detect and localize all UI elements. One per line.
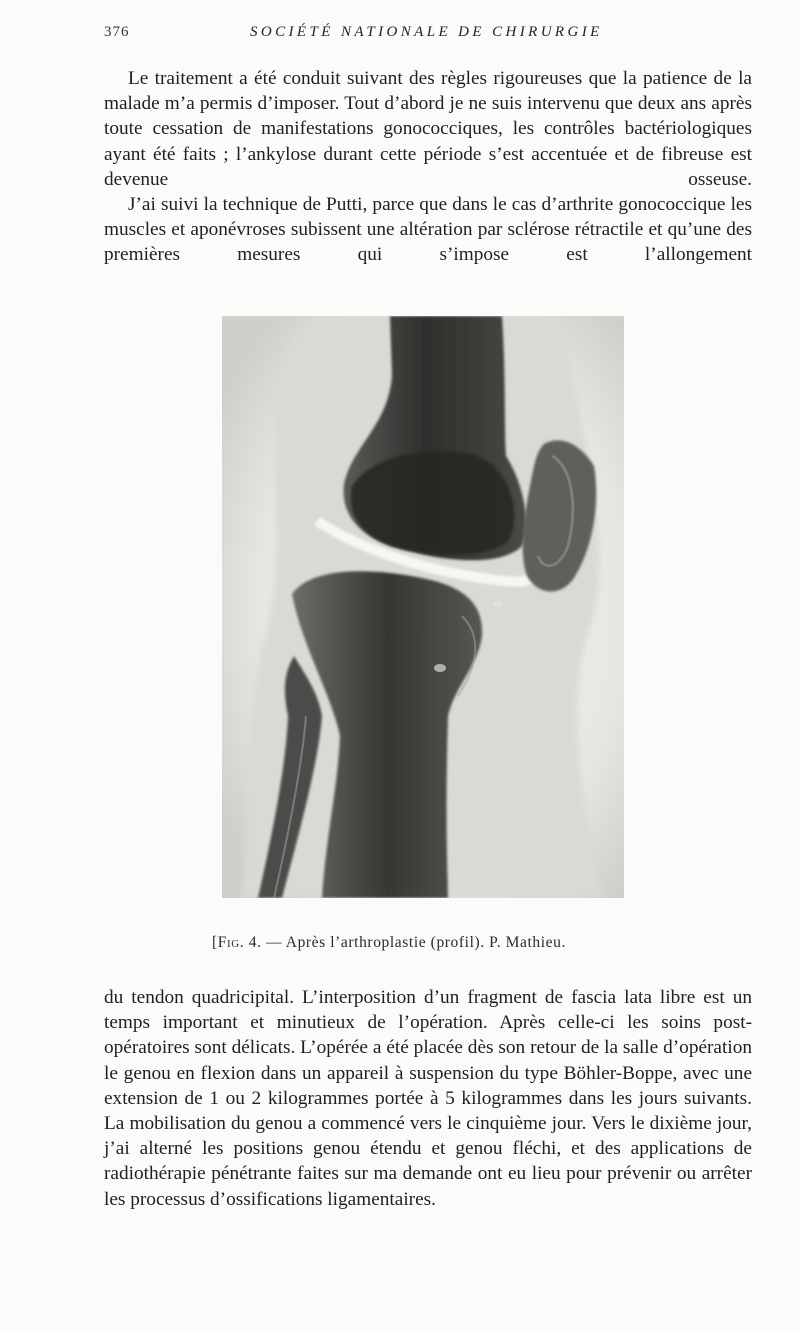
paragraph-treatment: Le traitement a été conduit suivant des règles rigoureuses que la patience de la malade m’a permis d’imposer. Tout d’abord je ne suis intervenu que deux ans après toute cessation de manifestations gonococciques, les contrôles bactériologiques ayant été faits ; l’ankylose durant cette période s’est accentuée et de fibreuse est devenue osseuse.: [104, 68, 752, 190]
figure-label: [Fig. 4.: [212, 934, 262, 951]
body-text-bottom: [104, 985, 752, 1212]
figure-caption-text: — Après l’arthroplastie (profil). P. Mathieu.: [261, 934, 566, 951]
journal-title: SOCIÉTÉ NATIONALE DE CHIRURGIE: [250, 24, 603, 40]
paragraph-post-operative: du tendon quadricipital. L’interposition d’un fragment de fascia lata libre est un temps important et minutieux de l’opération. Après celle-ci les soins post-opératoires sont délicats. L’opérée a été placée dès son retour de la salle d’opération le genou en flexion dans un appareil à suspension du type Böhler-Boppe, avec une extension de 1 ou 2 kilogrammes portée à 5 kilogrammes dans les jours suivants. La mobilisation du genou a commencé vers le cinquième jour. Vers le dixième jour, j’ai alterné les positions genou étendu et genou fléchi, et des applications de radiothérapie pénétrante faites sur ma demande ont eu lieu pour prévenir ou arrêter les processus d’ossifications ligamentaires.: [104, 987, 752, 1210]
paragraph-putti-technique: J’ai suivi la technique de Putti, parce que dans le cas d’arthrite gonococcique les muscles et aponévroses subissent une altération par sclérose rétractile et qu’une des premières mesures qui s’impose est l’allongement: [104, 194, 752, 266]
body-text-top: [104, 66, 752, 268]
running-head: [104, 24, 756, 46]
figure-caption: [212, 934, 652, 952]
knee-radiograph-figure: [222, 316, 624, 898]
page-number: 376: [104, 24, 130, 40]
knee-radiograph-image: [222, 316, 624, 898]
